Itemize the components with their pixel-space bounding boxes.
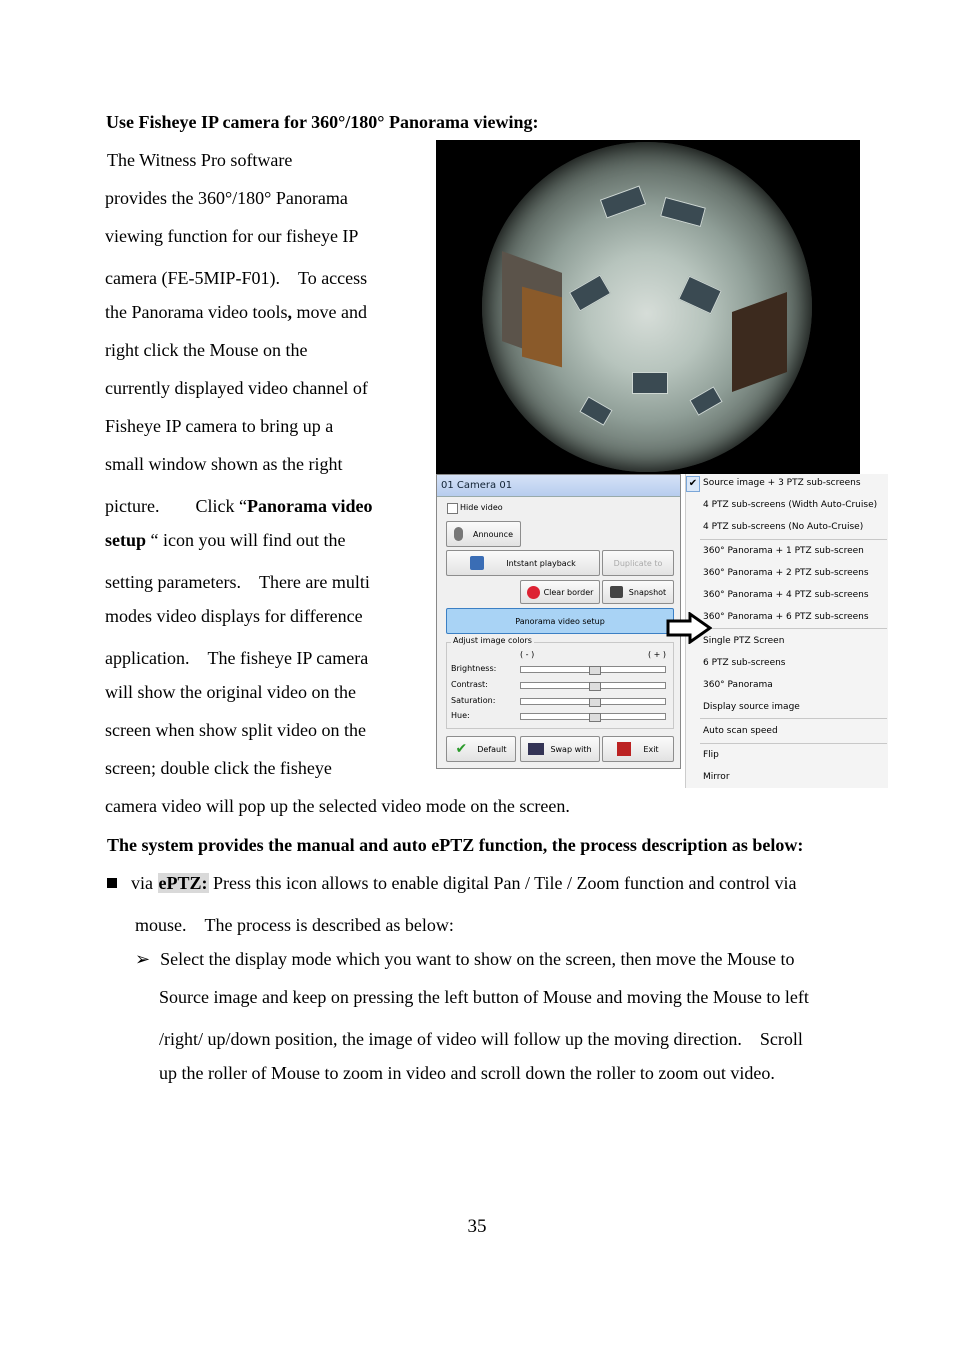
camera-icon (610, 586, 623, 598)
text-line-4: camera (FE-5MIP-F01). To access (105, 268, 368, 288)
duplicate-button[interactable]: Duplicate to (602, 550, 674, 576)
section-title: Use Fisheye IP camera for 360°/180° Panorama viewing: (106, 112, 539, 132)
menu-separator (700, 628, 887, 629)
text-line-16: screen when show split video on the (105, 720, 366, 740)
menu-item-panorama-4ptz[interactable]: 360° Panorama + 4 PTZ sub-screens (703, 590, 869, 600)
menu-item-mirror[interactable]: Mirror (703, 772, 730, 782)
text-line-17: screen; double click the fisheye (105, 758, 332, 778)
menu-item-panorama-2ptz[interactable]: 360° Panorama + 2 PTZ sub-screens (703, 568, 869, 578)
menu-item-4ptz-no-auto[interactable]: 4 PTZ sub-screens (No Auto-Cruise) (703, 522, 864, 532)
clear-border-icon (527, 586, 540, 599)
hue-label: Hue: (451, 711, 470, 720)
hue-slider[interactable] (520, 713, 666, 720)
hide-video-checkbox[interactable] (447, 503, 458, 514)
saturation-slider[interactable] (520, 698, 666, 705)
minus-label: ( - ) (520, 650, 535, 659)
menu-item-6ptz[interactable]: 6 PTZ sub-screens (703, 658, 786, 668)
text-line-7: currently displayed video channel of (105, 378, 368, 398)
fisheye-camera-image (436, 140, 860, 474)
text-line-14: application. The fisheye IP camera (105, 648, 369, 668)
text-line-11: setup “ icon you will find out the (105, 530, 346, 550)
square-bullet-icon (107, 878, 117, 888)
saturation-thumb[interactable] (589, 698, 601, 707)
saturation-label: Saturation: (451, 696, 496, 705)
instant-playback-button[interactable]: Intstant playback (446, 550, 600, 576)
exit-icon (617, 742, 631, 756)
eptz-heading: The system provides the manual and auto ePTZ function, the process description as below: (107, 835, 804, 855)
sub-bullet-line-2: Source image and keep on pressing the left button of Mouse and moving the Mouse to left (159, 987, 809, 1007)
eptz-bullet-cont: mouse. The process is described as below: (135, 915, 454, 935)
checkmark-icon: ✔ (455, 741, 468, 757)
text-line-18: camera video will pop up the selected video mode on the screen. (105, 796, 570, 816)
text-line-12: setting parameters. There are multi (105, 572, 370, 592)
text-line-13: modes video displays for difference (105, 606, 363, 626)
menu-separator (700, 718, 887, 719)
menu-item-panorama-1ptz[interactable]: 360° Panorama + 1 PTZ sub-screen (703, 546, 864, 556)
clear-border-button[interactable]: Clear border (520, 580, 600, 604)
exit-button[interactable]: Exit (602, 736, 674, 762)
menu-item-flip[interactable]: Flip (703, 750, 719, 760)
camera-window-title: 01 Camera 01 (437, 475, 680, 497)
text-line-10: picture. Click “Panorama video (105, 496, 373, 516)
swap-icon (528, 743, 544, 755)
text-line-15: will show the original video on the (105, 682, 356, 702)
menu-separator (700, 743, 887, 744)
brightness-thumb[interactable] (589, 666, 601, 675)
page-number: 35 (467, 1216, 487, 1237)
text-line-3: viewing function for our fisheye IP (105, 226, 359, 246)
menu-separator (700, 539, 887, 540)
text-line-1: The Witness Pro software (107, 150, 293, 170)
menu-item-source-3ptz[interactable]: Source image + 3 PTZ sub-screens (703, 478, 861, 488)
right-arrow-icon (666, 612, 712, 644)
sub-bullet-line-3: /right/ up/down position, the image of video will follow up the moving direction. Scroll (159, 1029, 803, 1049)
text-line-6: right click the Mouse on the (105, 340, 308, 360)
text-line-5: the Panorama video tools, move and (105, 302, 367, 322)
fisheye-lens-view (482, 142, 812, 472)
arrow-bullet-icon: ➢ (135, 949, 151, 969)
hide-video-label: Hide video (460, 503, 503, 512)
contrast-thumb[interactable] (589, 682, 601, 691)
text-line-2: provides the 360°/180° Panorama (105, 188, 348, 208)
brightness-slider[interactable] (520, 666, 666, 673)
default-button[interactable]: ✔ Default (446, 736, 516, 762)
panorama-video-setup-button[interactable]: Panorama video setup (446, 608, 674, 634)
checkmark-icon: ✔ (686, 476, 700, 492)
menu-item-auto-scan-speed[interactable]: Auto scan speed (703, 726, 778, 736)
hue-thumb[interactable] (589, 713, 601, 722)
text-line-9: small window shown as the right (105, 454, 343, 474)
eptz-bullet: via ePTZ: Press this icon allows to enable digital Pan / Tile / Zoom function and control via (107, 873, 796, 894)
menu-item-4ptz-auto[interactable]: 4 PTZ sub-screens (Width Auto-Cruise) (703, 500, 878, 510)
contrast-slider[interactable] (520, 682, 666, 689)
playback-icon (470, 556, 484, 570)
menu-item-single-ptz[interactable]: Single PTZ Screen (703, 636, 785, 646)
plus-label: ( + ) (648, 650, 667, 659)
menu-item-panorama[interactable]: 360° Panorama (703, 680, 773, 690)
microphone-icon (454, 527, 463, 541)
contrast-label: Contrast: (451, 680, 488, 689)
menu-item-panorama-6ptz[interactable]: 360° Panorama + 6 PTZ sub-screens (703, 612, 869, 622)
announce-button[interactable]: Announce (446, 521, 521, 547)
eptz-label: ePTZ: (158, 873, 208, 893)
text-line-8: Fisheye IP camera to bring up a (105, 416, 334, 436)
display-mode-menu (685, 474, 888, 788)
sub-bullet-line-4: up the roller of Mouse to zoom in video and scroll down the roller to zoom out video. (159, 1063, 775, 1083)
sub-bullet-line-1: ➢ Select the display mode which you want to show on the screen, then move the Mouse to (135, 949, 795, 969)
swap-with-button[interactable]: Swap with (520, 736, 600, 762)
menu-item-display-source[interactable]: Display source image (703, 702, 800, 712)
snapshot-button[interactable]: Snapshot (602, 580, 674, 604)
adjust-colors-label: Adjust image colors (453, 636, 532, 645)
brightness-label: Brightness: (451, 664, 497, 673)
